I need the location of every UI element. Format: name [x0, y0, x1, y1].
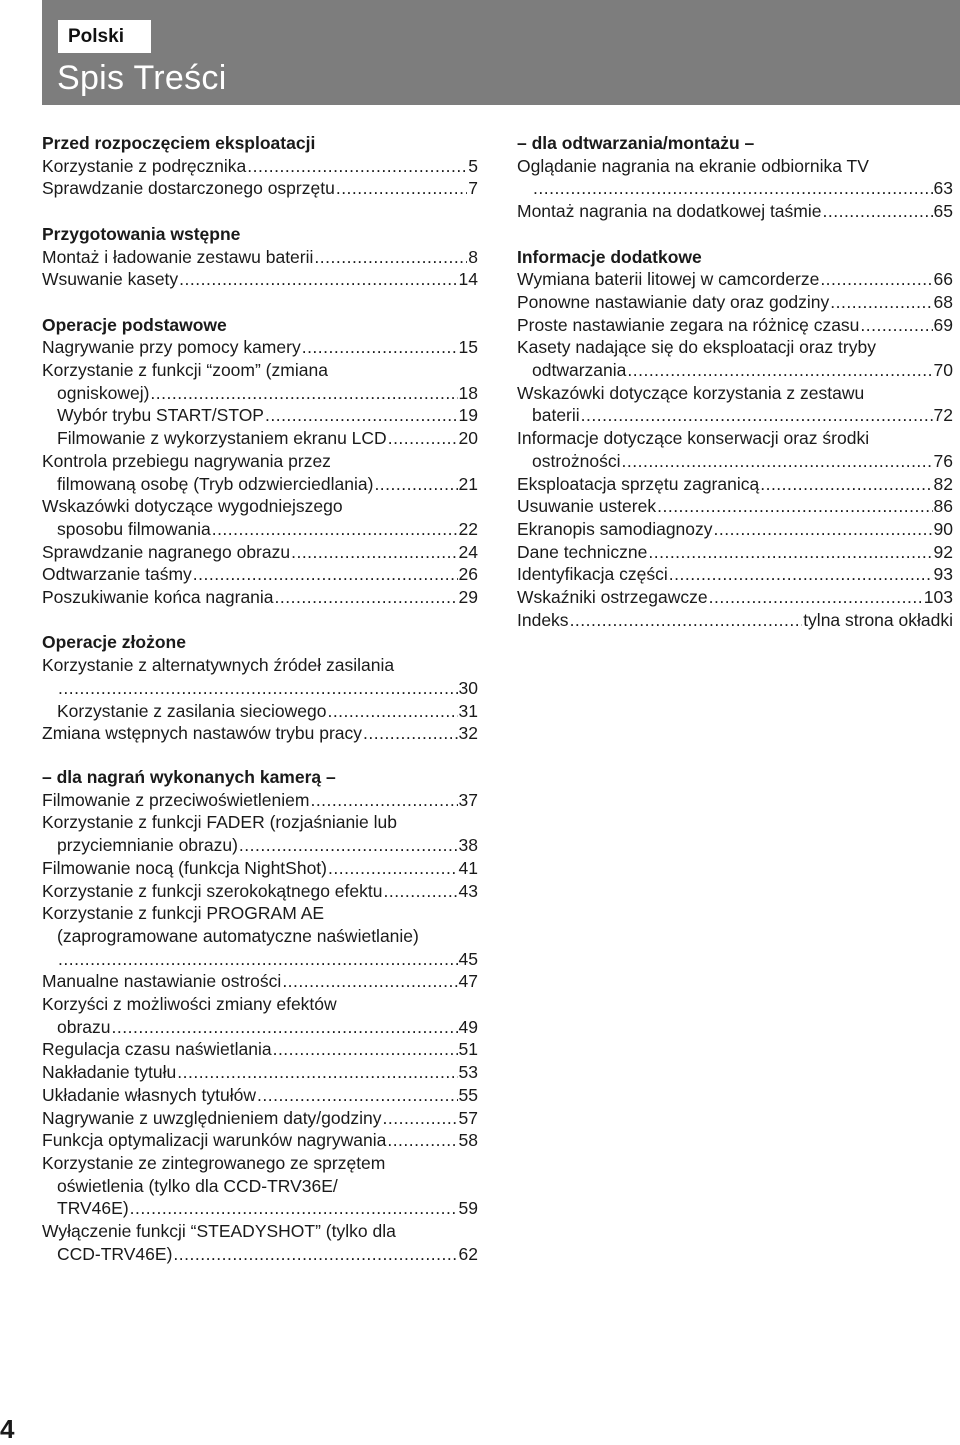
toc-entry-row	[42, 518, 478, 541]
toc-entry	[42, 970, 478, 993]
toc-entry-title: Nagrywanie z uwzględnieniem daty/godziny	[42, 1107, 382, 1128]
toc-entry	[42, 722, 478, 745]
toc-entry-line: Kontrola przebiegu nagrywania przez	[42, 450, 331, 471]
toc-entry-title: Usuwanie usterek	[517, 496, 657, 517]
toc-entry	[42, 1220, 478, 1265]
section-heading: – dla nagrań wykonanych kamerą –	[42, 767, 336, 787]
toc-page-number: 14	[458, 269, 478, 290]
toc-page-number: 29	[458, 587, 478, 608]
toc-entry-row	[42, 970, 478, 993]
toc-entry-title: Odtwarzanie taśmy	[42, 564, 192, 585]
toc-entry-row	[42, 427, 478, 450]
toc-entry-title: Korzystanie z funkcji szerokokątnego efektu	[42, 880, 383, 901]
toc-entry-row	[42, 1243, 478, 1266]
toc-entry	[42, 563, 478, 586]
section-spacer	[42, 200, 478, 223]
toc-entry	[517, 268, 953, 291]
toc-page-number: 82	[933, 473, 953, 494]
toc-leader-dots	[327, 700, 457, 723]
toc-entry-title: Eksploatacja sprzętu zagranicą	[517, 473, 760, 494]
toc-entry	[42, 336, 478, 359]
toc-entry	[42, 1061, 478, 1084]
toc-leader-dots	[830, 291, 932, 314]
toc-page-number: 5	[468, 155, 478, 176]
toc-camera-section	[42, 766, 478, 1265]
toc-entry-row	[517, 563, 953, 586]
toc-page-number: 22	[458, 518, 478, 539]
toc-leader-dots	[533, 177, 933, 200]
toc-entry	[517, 609, 953, 632]
toc-entry-title: Regulacja czasu naświetlania	[42, 1039, 272, 1060]
toc-entry	[517, 336, 953, 381]
toc-entry-title: Ekranopis samodiagnozy	[517, 518, 713, 539]
toc-leader-dots	[275, 586, 458, 609]
toc-page-number: 76	[933, 450, 953, 471]
toc-leader-dots	[130, 1197, 458, 1220]
toc-page-number: 45	[458, 948, 478, 969]
toc-entry-line: Korzystanie z funkcji “zoom” (zmiana	[42, 360, 328, 380]
toc-entry-title: Funkcja optymalizacji warunków nagrywania	[42, 1130, 387, 1151]
toc-page-number: 57	[458, 1107, 478, 1128]
toc-entry-line: Korzystanie z funkcji FADER (rozjaśnianie lub	[42, 812, 398, 833]
toc-entry	[42, 450, 478, 495]
toc-entry-title: filmowaną osobę (Tryb odzwierciedlania)	[57, 473, 374, 494]
toc-leader-dots	[388, 427, 458, 450]
toc-entry-title: Korzystanie z podręcznika	[42, 155, 247, 176]
toc-entry-title: Filmowanie nocą (funkcja NightShot)	[42, 857, 327, 878]
toc-entry-row	[42, 1107, 478, 1130]
toc-entry	[517, 563, 953, 586]
toc-entry-title: Wymiana baterii litowej w camcorderze	[517, 269, 820, 290]
toc-leader-dots	[336, 177, 467, 200]
toc-leader-dots	[648, 541, 932, 564]
toc-page-number: 58	[458, 1130, 478, 1151]
toc-entry	[517, 427, 953, 472]
toc-entry-line: Wskazówki dotyczące korzystania z zestawu	[517, 382, 865, 403]
toc-entry-title: obrazu	[57, 1016, 111, 1037]
toc-entry-row	[42, 1084, 478, 1107]
toc-leader-dots	[58, 948, 458, 971]
toc-entry-row	[42, 563, 478, 586]
toc-entry-line: Korzystanie z funkcji PROGRAM AE	[42, 903, 325, 924]
toc-leader-dots	[823, 200, 933, 223]
toc-entry-title: Wsuwanie kasety	[42, 269, 179, 290]
toc-entry	[42, 155, 478, 178]
toc-leader-dots	[669, 563, 933, 586]
toc-entry	[517, 382, 953, 427]
toc-entry	[42, 1152, 478, 1220]
toc-page-number: 72	[933, 405, 953, 426]
toc-entry	[42, 495, 478, 540]
toc-leader-dots	[291, 541, 457, 564]
section-heading: Operacje podstawowe	[42, 314, 227, 335]
toc-page-number: 93	[933, 564, 953, 585]
toc-entry-row	[517, 586, 953, 609]
toc-entry-title: Układanie własnych tytułów	[42, 1084, 256, 1105]
toc-entry-row	[517, 495, 953, 518]
section-heading: Informacje dodatkowe	[517, 246, 702, 267]
toc-entry-title: baterii	[532, 405, 580, 426]
toc-entry-title: Ponowne nastawianie daty oraz godziny	[517, 291, 830, 312]
toc-entry-row	[42, 336, 478, 359]
toc-page-number: 30	[458, 677, 478, 698]
toc-entry-title: Poszukiwanie końca nagrania	[42, 587, 274, 608]
toc-entry-row	[517, 450, 953, 473]
toc-entry-title: przyciemnianie obrazu)	[57, 835, 238, 856]
toc-entry	[517, 314, 953, 337]
toc-page-number: 63	[933, 178, 953, 199]
toc-entry	[42, 993, 478, 1038]
toc-page-number: tylna strona okładki	[803, 609, 953, 630]
toc-entry-title: Filmowanie z przeciwoświetleniem	[42, 789, 310, 810]
toc-leader-dots	[193, 563, 458, 586]
toc-entry-title: TRV46E)	[57, 1198, 129, 1219]
toc-entry-row	[42, 1016, 478, 1039]
toc-entry-row	[42, 473, 478, 496]
toc-leader-dots	[622, 450, 933, 473]
toc-entry-row	[42, 677, 478, 700]
toc-entry	[517, 200, 953, 223]
toc-entry	[42, 268, 478, 291]
toc-leader-dots	[657, 495, 932, 518]
toc-entry-title: ogniskowej)	[57, 382, 150, 403]
section-heading: Przed rozpoczęciem eksploatacji	[42, 133, 316, 153]
toc-entry-row	[517, 268, 953, 291]
toc-entry-line: Oglądanie nagrania na ekranie odbiornika TV	[517, 155, 869, 176]
toc-entry-row	[42, 541, 478, 564]
toc-entry	[517, 518, 953, 541]
toc-page-number: 103	[923, 587, 953, 608]
toc-entry-line: Wskazówki dotyczące wygodniejszego	[42, 496, 343, 517]
toc-entry-row	[42, 1038, 478, 1061]
toc-leader-dots	[570, 609, 803, 632]
toc-entry-title: CCD-TRV46E)	[57, 1243, 173, 1264]
toc-entry	[42, 1107, 478, 1130]
toc-entry	[42, 1129, 478, 1152]
toc-page-number: 70	[933, 360, 953, 381]
toc-leader-dots	[265, 404, 458, 427]
toc-entry-row	[42, 382, 478, 405]
toc-entry-row	[517, 473, 953, 496]
toc-leader-dots	[179, 268, 457, 291]
toc-page-number: 21	[458, 473, 478, 494]
toc-leader-dots	[150, 382, 457, 405]
toc-entry-title: Nakładanie tytułu	[42, 1062, 177, 1083]
toc-entry-title: Proste nastawianie zegara na różnicę czasu	[517, 314, 860, 335]
toc-entry-line: Kasety nadające się do eksploatacji oraz tryby	[517, 337, 876, 358]
toc-entry-title: Indeks	[517, 609, 569, 630]
toc-page-number: 59	[458, 1198, 478, 1219]
toc-leader-dots	[374, 473, 457, 496]
toc-entry	[517, 473, 953, 496]
toc-entry-title: Nagrywanie przy pomocy kamery	[42, 337, 301, 358]
section-heading: – dla odtwarzania/montażu –	[517, 133, 755, 153]
toc-entry-title: Filmowanie z wykorzystaniem ekranu LCD	[57, 428, 387, 449]
toc-entry	[42, 857, 478, 880]
toc-entry-row	[42, 722, 478, 745]
toc-page-number: 69	[933, 314, 953, 335]
toc-entry-title: Wskaźniki ostrzegawcze	[517, 587, 708, 608]
toc-page-number: 47	[458, 971, 478, 992]
toc-leader-dots	[273, 1038, 458, 1061]
toc-leader-dots	[58, 677, 458, 700]
toc-leader-dots	[173, 1243, 457, 1266]
toc-page-number: 37	[458, 789, 478, 810]
toc-entry-row	[517, 200, 953, 223]
toc-entry-row	[42, 246, 478, 269]
toc-entry-title: Identyfikacja części	[517, 564, 668, 585]
toc-entry-title: Sprawdzanie dostarczonego osprzętu	[42, 178, 335, 199]
toc-page-number: 19	[458, 405, 478, 426]
toc-entry-row	[42, 700, 478, 723]
toc-entry-title: Wybór trybu START/STOP	[57, 405, 264, 426]
toc-entry	[42, 586, 478, 609]
toc-entry	[42, 359, 478, 404]
toc-entry	[42, 700, 478, 723]
section-spacer	[42, 291, 478, 314]
toc-entry	[42, 654, 478, 699]
toc-entry-row	[42, 1061, 478, 1084]
toc-entry	[517, 586, 953, 609]
toc-leader-dots	[581, 404, 933, 427]
toc-page-number: 86	[933, 496, 953, 517]
toc-leader-dots	[760, 473, 932, 496]
toc-entry-line: Korzystanie z alternatywnych źródeł zasilania	[42, 655, 395, 676]
toc-page-number: 65	[933, 201, 953, 222]
toc-page-number: 62	[458, 1243, 478, 1264]
toc-page-number: 68	[933, 291, 953, 312]
toc-entry-row	[42, 586, 478, 609]
toc-entry-row	[517, 177, 953, 200]
page-title: Spis Treści	[57, 59, 227, 97]
toc-page-number: 49	[458, 1016, 478, 1037]
toc-entry-title: Manualne nastawianie ostrości	[42, 971, 282, 992]
toc-right-column	[517, 132, 953, 631]
toc-page-number: 20	[458, 428, 478, 449]
toc-entry-line: Wyłączenie funkcji “STEADYSHOT” (tylko dla	[42, 1221, 396, 1242]
toc-entry-title: ostrożności	[532, 450, 621, 471]
toc-entry-line: Korzyści z możliwości zmiany efektów	[42, 994, 337, 1015]
toc-entry-row	[42, 880, 478, 903]
toc-entry-row	[517, 609, 953, 632]
toc-entry	[517, 495, 953, 518]
toc-leader-dots	[112, 1016, 458, 1039]
toc-entry-title: Dane techniczne	[517, 541, 648, 562]
toc-entry	[517, 541, 953, 564]
toc-leader-dots	[247, 155, 467, 178]
section-heading: Przygotowania wstępne	[42, 223, 241, 244]
toc-leader-dots	[314, 246, 467, 269]
toc-page-number: 18	[458, 382, 478, 403]
toc-entry-line: Korzystanie ze zintegrowanego ze sprzętem	[42, 1152, 386, 1173]
toc-entry	[42, 427, 478, 450]
toc-entry	[42, 541, 478, 564]
toc-page-number: 7	[468, 178, 478, 199]
toc-leader-dots	[387, 1129, 457, 1152]
toc-entry-title: Montaż i ładowanie zestawu baterii	[42, 246, 314, 267]
toc-entry-row	[42, 857, 478, 880]
toc-entry-row	[517, 404, 953, 427]
toc-entry-row	[517, 291, 953, 314]
toc-entry	[42, 246, 478, 269]
toc-entry-row	[42, 177, 478, 200]
toc-entry-row	[517, 518, 953, 541]
toc-entry-row	[42, 1129, 478, 1152]
toc-entry	[517, 155, 953, 200]
toc-page-number: 26	[458, 564, 478, 585]
toc-page-number: 8	[468, 246, 478, 267]
toc-entry-title: Zmiana wstępnych nastawów trybu pracy	[42, 723, 362, 744]
toc-leader-dots	[383, 880, 457, 903]
toc-entry-row	[42, 155, 478, 178]
toc-page-number: 41	[458, 857, 478, 878]
toc-entry	[42, 177, 478, 200]
toc-leader-dots	[282, 970, 457, 993]
toc-left-column	[42, 132, 478, 745]
toc-page-number: 15	[458, 337, 478, 358]
toc-entry-title: Montaż nagrania na dodatkowej taśmie	[517, 201, 822, 222]
toc-page-number: 43	[458, 880, 478, 901]
toc-leader-dots	[177, 1061, 457, 1084]
toc-entry-row	[42, 834, 478, 857]
toc-entry-row	[42, 268, 478, 291]
toc-entry-line: oświetlenia (tylko dla CCD-TRV36E/	[57, 1175, 338, 1196]
toc-entry-row	[42, 789, 478, 812]
toc-page-number: 31	[458, 700, 478, 721]
toc-entry-title: Sprawdzanie nagranego obrazu	[42, 541, 291, 562]
toc-leader-dots	[302, 336, 458, 359]
toc-entry-title: odtwarzania	[532, 360, 627, 381]
toc-entry	[42, 902, 478, 970]
toc-leader-dots	[709, 586, 923, 609]
toc-entry	[517, 291, 953, 314]
toc-entry-row	[42, 404, 478, 427]
toc-entry-row	[517, 314, 953, 337]
toc-leader-dots	[627, 359, 932, 382]
language-label: Polski	[58, 20, 151, 53]
section-spacer	[42, 609, 478, 632]
page-number: 4	[0, 1414, 15, 1444]
toc-leader-dots	[328, 857, 458, 880]
toc-leader-dots	[257, 1084, 458, 1107]
toc-entry-line: Informacje dotyczące konserwacji oraz środki	[517, 428, 870, 449]
toc-entry	[42, 880, 478, 903]
toc-leader-dots	[239, 834, 458, 857]
toc-entry-row	[42, 948, 478, 971]
toc-entry-line: (zaprogramowane automatyczne naświetlanie)	[57, 925, 419, 946]
toc-entry	[42, 789, 478, 812]
section-heading: Operacje złożone	[42, 632, 186, 653]
toc-leader-dots	[714, 518, 933, 541]
toc-entry	[42, 1084, 478, 1107]
toc-page-number: 66	[933, 269, 953, 290]
toc-page-number: 92	[933, 541, 953, 562]
toc-entry-row	[517, 541, 953, 564]
toc-page-number: 51	[458, 1039, 478, 1060]
toc-entry-title: sposobu filmowania	[57, 518, 211, 539]
toc-entry-title: Korzystanie z zasilania sieciowego	[57, 700, 327, 721]
toc-leader-dots	[860, 314, 932, 337]
toc-leader-dots	[212, 518, 458, 541]
toc-leader-dots	[363, 722, 458, 745]
toc-page-number: 55	[458, 1084, 478, 1105]
toc-page-number: 53	[458, 1062, 478, 1083]
toc-page-number: 38	[458, 835, 478, 856]
toc-entry	[42, 404, 478, 427]
toc-entry-row	[42, 1197, 478, 1220]
section-spacer	[517, 223, 953, 246]
toc-entry	[42, 811, 478, 856]
toc-entry-row	[517, 359, 953, 382]
toc-page-number: 32	[458, 723, 478, 744]
toc-leader-dots	[820, 268, 932, 291]
toc-page-number: 90	[933, 518, 953, 539]
toc-page-number: 24	[458, 541, 478, 562]
toc-leader-dots	[310, 789, 457, 812]
toc-entry	[42, 1038, 478, 1061]
toc-leader-dots	[383, 1107, 458, 1130]
